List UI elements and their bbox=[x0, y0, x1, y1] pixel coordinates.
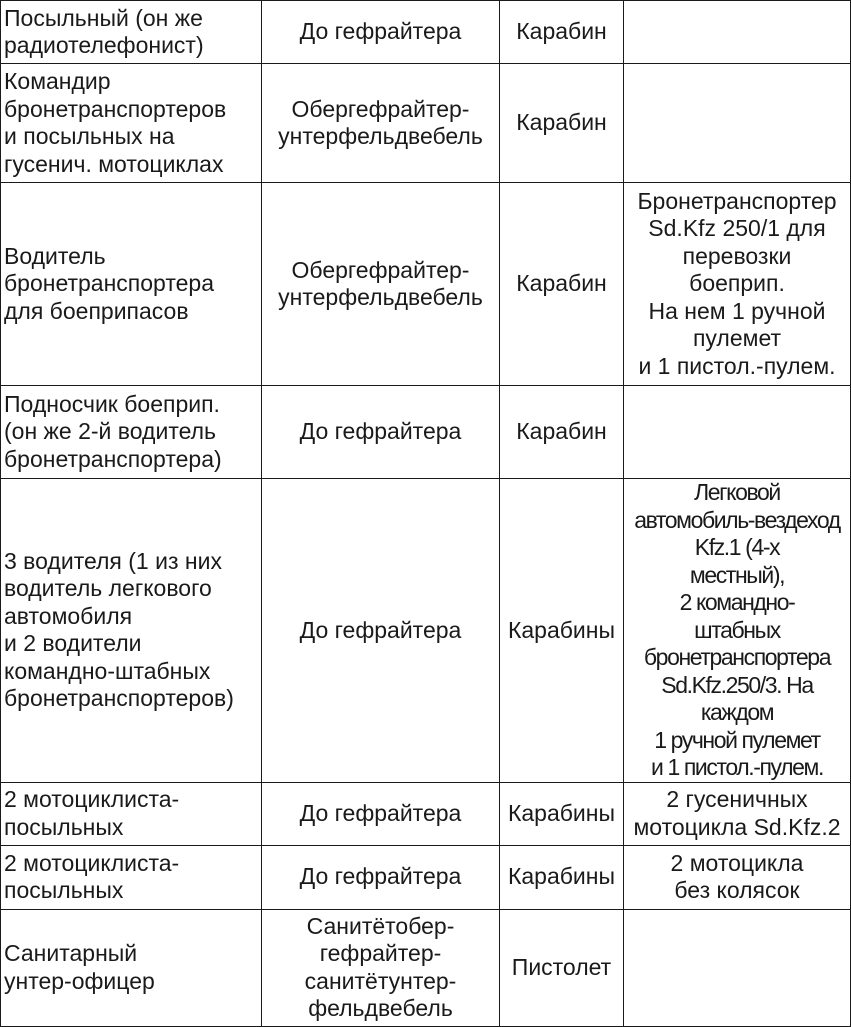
rank-cell: До гефрайтера bbox=[262, 782, 500, 845]
rank-cell: До гефрайтера bbox=[262, 479, 500, 783]
table-row bbox=[1, 782, 851, 845]
weapon-cell: Пистолет bbox=[500, 909, 624, 1026]
rank-cell: До гефрайтера bbox=[262, 386, 500, 479]
position-cell: 3 водителя (1 из них водитель легкового автомобиля и 2 водители командно-штабных бронетранспортеров) bbox=[1, 479, 262, 783]
position-cell: 2 мотоциклиста- посыльных bbox=[1, 845, 262, 909]
weapon-cell: Карабин bbox=[500, 386, 624, 479]
table-row bbox=[1, 183, 851, 386]
weapon-cell: Карабины bbox=[500, 845, 624, 909]
position-cell: Командир бронетранспортеров и посыльных на гусенич. мотоциклах bbox=[1, 64, 262, 183]
weapon-cell: Карабины bbox=[500, 479, 624, 783]
table-row bbox=[1, 1, 851, 64]
weapon-cell: Карабины bbox=[500, 782, 624, 845]
vehicle-cell bbox=[624, 386, 851, 479]
position-cell: Санитарный унтер-офицер bbox=[1, 909, 262, 1026]
vehicle-cell: Бронетранспортер Sd.Kfz 250/1 для перевозки боеприп. На нем 1 ручной пулемет и 1 пистол.-пулем. bbox=[624, 183, 851, 386]
position-cell: Водитель бронетранспортера для боеприпасов bbox=[1, 183, 262, 386]
table-row bbox=[1, 64, 851, 183]
vehicle-cell: Легковой автомобиль-вездеход Kfz.1 (4-х местный), 2 командно- штабных бронетранспортера Sd.Kfz.250/3. На каждом 1 ручной пулемет и 1 пистол.-пулем. bbox=[624, 479, 851, 783]
rank-cell: Санитётобер- гефрайтер- санитётунтер- фельдвебель bbox=[262, 909, 500, 1026]
weapon-cell: Карабин bbox=[500, 183, 624, 386]
vehicle-cell bbox=[624, 1, 851, 64]
rank-cell: Обергефрайтер- унтерфельдвебель bbox=[262, 183, 500, 386]
vehicle-cell bbox=[624, 64, 851, 183]
table-row bbox=[1, 386, 851, 479]
vehicle-cell bbox=[624, 909, 851, 1026]
rank-cell: Обергефрайтер- унтерфельдвебель bbox=[262, 64, 500, 183]
vehicle-cell: 2 мотоцикла без колясок bbox=[624, 845, 851, 909]
vehicle-cell: 2 гусеничных мотоцикла Sd.Kfz.2 bbox=[624, 782, 851, 845]
position-cell: Посыльный (он же радиотелефонист) bbox=[1, 1, 262, 64]
table-row bbox=[1, 845, 851, 909]
position-cell: 2 мотоциклиста- посыльных bbox=[1, 782, 262, 845]
position-cell: Подносчик боеприп. (он же 2-й водитель бронетранспортера) bbox=[1, 386, 262, 479]
rank-cell: До гефрайтера bbox=[262, 845, 500, 909]
weapon-cell: Карабин bbox=[500, 64, 624, 183]
table-row bbox=[1, 909, 851, 1026]
table-row bbox=[1, 479, 851, 783]
rank-cell: До гефрайтера bbox=[262, 1, 500, 64]
weapon-cell: Карабин bbox=[500, 1, 624, 64]
